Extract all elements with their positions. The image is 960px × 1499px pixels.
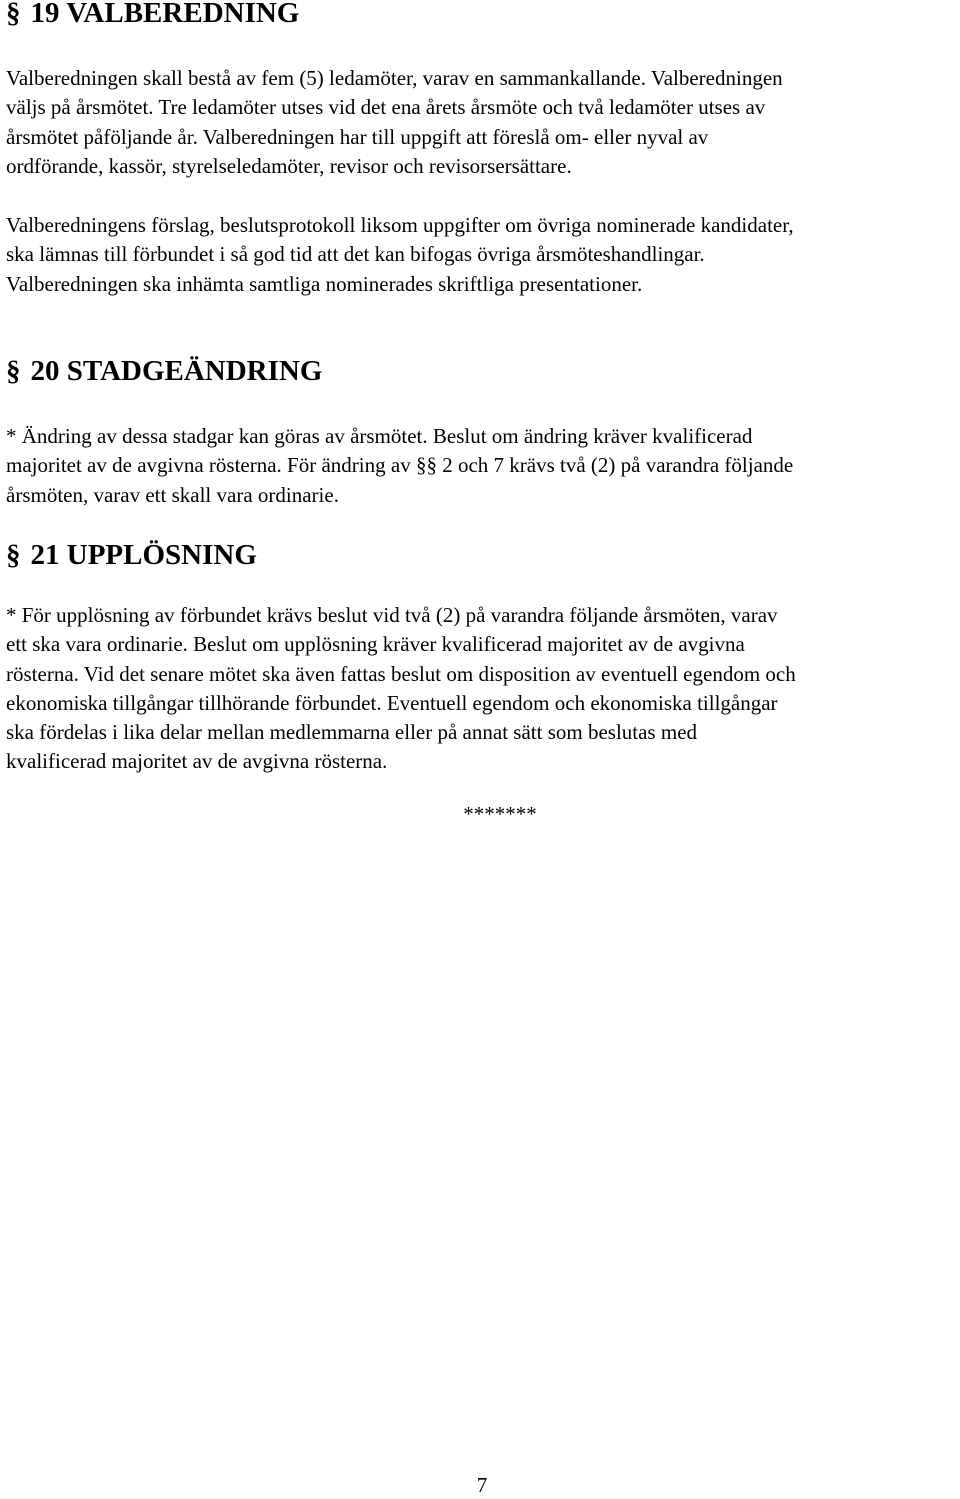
separator-stars: ******* [463,802,537,826]
text-line: ska fördelas i lika delar mellan medlemmarna eller på annat sätt som beslutas med [6,720,698,745]
section-19-heading [6,0,299,30]
text-line: Valberedningen ska inhämta samtliga nominerades skriftliga presentationer. [6,271,643,296]
text-line: majoritet av de avgivna rösterna. För ändring av §§ 2 och 7 krävs två (2) på varandra följande [6,453,794,478]
section-20-paragraph-1 [6,422,958,510]
page-number: 7 [476,1473,488,1497]
text-line: väljs på årsmötet. Tre ledamöter utses vid det ena årets årsmöte och två ledamöter utses av [6,95,766,120]
section-19-paragraph-2 [6,211,958,299]
section-symbol: § [6,539,21,571]
text-line: årsmötet påföljande år. Valberedningen har till uppgift att föreslå om- eller nyval av [6,124,709,149]
text-line: ett ska vara ordinarie. Beslut om upplösning kräver kvalificerad majoritet av de avgivna [6,632,745,657]
text-line: * Ändring av dessa stadgar kan göras av årsmötet. Beslut om ändring kräver kvalificerad [6,424,753,448]
text-line: Valberedningens förslag, beslutsprotokoll liksom uppgifter om övriga nominerade kandidater, [6,213,794,237]
text-line: ska lämnas till förbundet i så god tid att det kan bifogas övriga årsmöteshandlingar. [6,242,705,267]
text-line: * För upplösning av förbundet krävs beslut vid två (2) på varandra följande årsmöten, varav [6,603,778,627]
section-20-heading [6,354,322,388]
text-line: kvalificerad majoritet av de avgivna rösterna. [6,749,388,774]
section-19-title: 19 VALBEREDNING [30,0,300,29]
text-line: Valberedningen skall bestå av fem (5) ledamöter, varav en sammankallande. Valberedningen [6,66,783,90]
section-21-heading [6,538,257,572]
section-symbol: § [6,0,21,29]
section-21-title: 21 UPPLÖSNING [30,539,257,571]
text-line: rösterna. Vid det senare mötet ska även fattas beslut om disposition av eventuell egendom och [6,661,796,686]
section-20-title: 20 STADGEÄNDRING [30,355,323,387]
section-symbol: § [6,355,21,387]
text-line: årsmöten, varav ett skall vara ordinarie. [6,482,339,507]
text-line: ordförande, kassör, styrelseledamöter, revisor och revisorsersättare. [6,153,572,178]
section-21-paragraph-1 [6,601,958,777]
text-line: ekonomiska tillgångar tillhörande förbundet. Eventuell egendom och ekonomiska tillgångar [6,690,778,715]
section-19-paragraph-1 [6,64,958,181]
